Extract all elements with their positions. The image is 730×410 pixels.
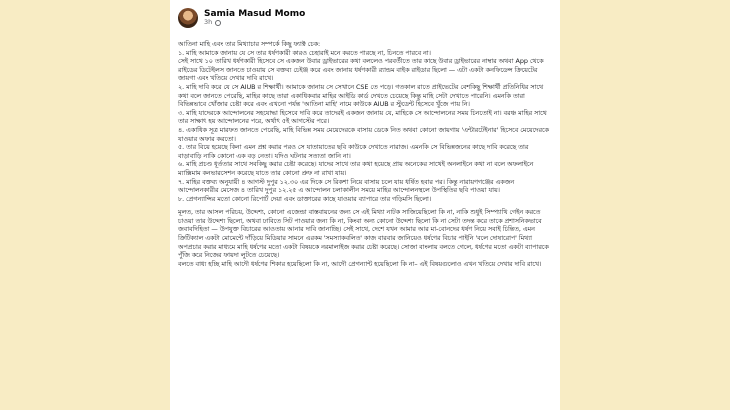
post-paragraph: ৪. একাধিক সূত্র মারফত জানতে পেরেছি, মাহি বিভিন্ন সময় মেয়েদেরকে বাসায় ডেকে নিত অথবা কোনো জায়গায় 'এন্টারটেইনার' হিসেবে মেয়েদেরকে যাওয়ার অফার করতো। (178, 125, 549, 143)
post-paragraph: আতিনা মাহি এবং তার মিথ্যাচার সম্পর্কে কিছু ফ্যাক্ট চেক: (178, 40, 321, 48)
post-paragraph: ৫. তার বিয়ে হয়েছে কিনা এমন প্রশ্ন করার পরও সে যাতায়াতের ছবি কাউকে দেখাতে নারাজ। এমনকি সে বিভিন্নজনের কাছে দাবি করেছে তার বাড়াবাড়ি নাকি কোনো এক বড় নেতা। যদিও ঘটনার সত্যতা জানি না। (178, 143, 529, 160)
post-paragraph: বলতে বাধ্য হচ্ছি মাহি আদৌ ধর্ষণের শিকার হয়েছিলো কি না, আদৌ প্রেগন্যান্ট হয়েছিলো কি না– এই বিষয়গুলোও এখন খতিয়ে দেখার দাবি রাখে। (178, 259, 542, 268)
globe-icon (215, 20, 221, 26)
post-paragraph: ৩. মাহি যাদেরকে আন্দোলনের সহযোদ্ধা হিসেবে দাবি করে তাদেরই একজন জানায় যে, মাহিকে সে আন্দোলনের সময় চিনতোই না। বরঞ্চ মাহির সাথে তার সাক্ষাৎ হয় আন্দোলনের পরে, অর্থাৎ ৫ই আগস্টের পরে। (178, 108, 547, 126)
post-paragraph: সেই সাথে ১০ তারিখ ধর্ষণকারী হিসেবে সে একজন উবার ড্রাইভারের কথা বললেও পরবর্তীতে তার কাছে উবার ড্রাইভারের নাম্বার অথবা App থেকে রাইডের ডিটেইলস জানতে চাওয়ায় সে বক্তব্য চেইঞ্জ করে এবং জানায় ধর্ষণকারী র‍্যান্ডম বাইক রাইডার ছিলো — এটা একটা কনফিডেন্স ক্রিয়েটের জায়গা এবং খতিয়ে দেখার দাবি রাখে। (178, 57, 544, 83)
post-paragraph: ৬. মাহি প্রচণ্ড ধূর্ততার সাথে সবকিছু করার চেষ্টা করেছে। যাদের সাথে তার কথা হয়েছে প্রায় অনেকের সাথেই অনলাইনে কথা না বলে অফলাইনে ম্যাক্সিমাম কনভারসেশন করেছে যাতে তার কোনো প্রুফ না রাখা যায়। (178, 160, 534, 177)
post-meta (204, 10, 305, 26)
avatar[interactable] (178, 8, 198, 28)
post-paragraph: ৮. প্রেগন্যান্সির মতো কোনো রিপোর্ট দেয়া এবং ডাক্তারের কাছে যাওয়ার ব্যাপারে তার গড়িমসি ছিলো। (178, 194, 432, 203)
post-body (178, 40, 552, 268)
post-paragraph: মূলত, তার আসল পরিচয়, উদ্দেশ্য, কোনো এজেন্ডা বাস্তবায়নের জন্য সে এই মিথ্যা নাটক সাজিয়েছিলো কি না, নাকি শুধুই সিম্প্যাথি গেইন করতে চাওয়া তার উদ্দেশ্য ছিলো, অথবা ঢাবিতে সিট পাওয়ার জন্য কি না, কিংবা অন্য কোনো উদ্দেশ্য ছিলো কি না সেটা তদন্ত করে তাকে প্রশাসনিকভাবে জবাবদিহিতা — উপযুক্ত বিচারের আওতায় আনার দাবি জানাচ্ছি। সেই সাথে, দেশে যখন আমার আর মা-বোনদের ধর্ষণ নিয়ে সবাই চিন্তিত, এমন ক্রিটিক্যাল একটা মোমেন্টে দাঁড়িয়ে মিডিয়ার সামনে এরকম 'সমস্যাকবলিত' কাজ বারবার জানিয়েও ধর্ষণের বিচার পাইনি 'বলে দোষারোপ' মিথ্যা অপপ্রচার করার মাধ্যমে মাহি ধর্ষণের মতো একটা বিষয়কে নরমালাইজ করার চেষ্টা করেছে। সোজা বাংলায় বলতে গেলে, ধর্ষণের মতো একটা ব্যাপারকে পুঁজি করে নিজের ফায়দা লুটতে চেয়েছে। (178, 208, 549, 260)
post-paragraph: ১. মাহি আমাকে জানায় যে সে তার ধর্ষণকারী কারও চেহারাই মনে করতে পারছে না, চিনতে পারবে না। (178, 48, 431, 57)
post-header (178, 6, 552, 30)
post-time[interactable]: 3h (204, 18, 213, 27)
post-subline (204, 19, 305, 26)
post-paragraph: ২. মাহি দাবি করে যে সে AIUB র শিক্ষার্থী। আমাকে জানায় সে সেখানে CSE তে পড়ে। গতকাল রাতে প্রাইভেটের বেশকিছু শিক্ষার্থী প্রতিনিধির সাথে কথা বলে জানতে পেরেছি, মাহির কাছে তারা একাধিকবার মাহির আইডি কার্ড দেখতে চেয়েছে কিন্তু মাহি সেটা দেখাতে পারেনি। এমনকি তারা বিভিন্নভাবে খোঁজার চেষ্টা করে এবং এখনো পর্যন্ত 'আতিনা মাহি' নামে কাউকে AIUB র স্টুডেন্ট হিসেবে খুঁজে পায় নি। (178, 82, 544, 109)
author-name[interactable]: Samia Masud Momo (204, 8, 306, 19)
facebook-post (170, 0, 560, 410)
post-paragraph: ৭. মাহির বক্তব্য অনুযায়ী ৪ আগস্ট দুপুর ১২.৩০ এর দিকে সে রিকশা নিয়ে বাসায় চলে যায় ধর্ষিত হবার পর। কিন্তু নারায়ণগঞ্জের একজন আন্দোলনকারীর মেসেজ ৪ তারিখ দুপুর ১২.২৫ এ আন্দোলন চলাকালীন সময়ে মাহির আন্দোলনস্থলে উপস্থিতির ছবি পাওয়া যায়। (178, 177, 515, 195)
